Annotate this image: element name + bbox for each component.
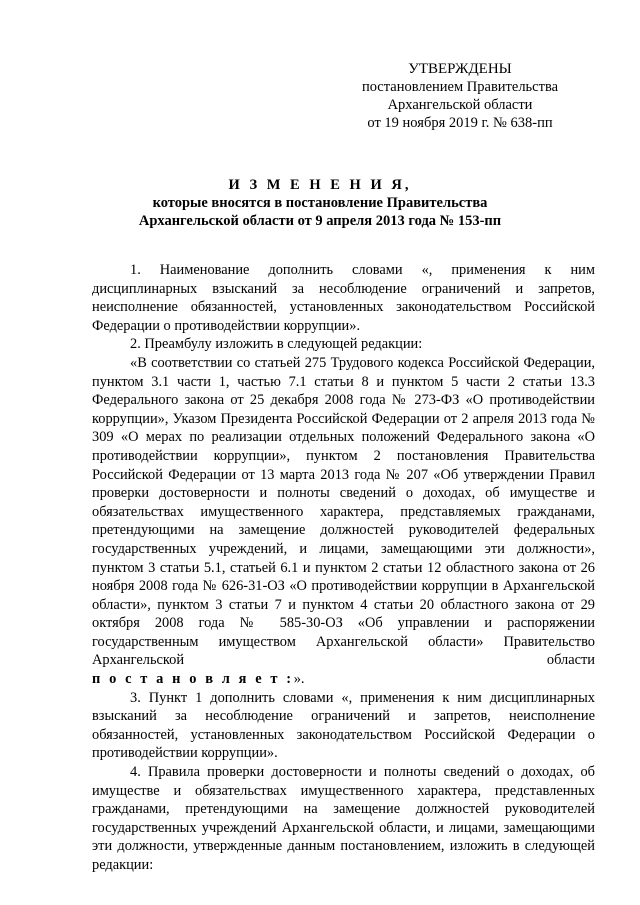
quote-close: ». [293,671,305,688]
paragraph-preamble-end [92,670,595,689]
paragraph-item-1: 1. Наименование дополнить словами «, применения к ним дисциплинарных взысканий за несоблюдение ограничений и запретов, неисполнение обязанностей, установленных законодательством Российской Федерации о противодействии коррупции». [92,262,595,334]
heading-line: которые вносятся в постановление Правительства [152,195,488,211]
approval-line: от 19 ноября 2019 г. № 638-пп [367,115,553,131]
approval-block [360,60,560,132]
approval-line: постановлением Правительства [361,79,559,95]
paragraph-item-2: 2. Преамбулу изложить в следующей редакции: [130,336,423,353]
paragraph-item-4: 4. Правила проверки достоверности и полноты сведений о доходах, об имуществе и обязательствах имущественного характера, представленных гражданами, претендующими на замещение должностей руководителей государственных учреждений Архангельской области, и лицами, замещающими эти должности, утвержденные данным постановлением, изложить в следующей редакции: [92,764,595,873]
approval-title: УТВЕРЖДЕНЫ [408,61,512,77]
heading-line: Архангельской области от 9 апреля 2013 года № 153-пп [138,213,502,229]
approval-line: Архангельской области [387,97,533,113]
paragraph-item-3: 3. Пункт 1 дополнить словами «, применения к ним дисциплинарных взысканий за несоблюдение ограничений и запретов, неисполнение обязанностей, установленных законодательством Российской Федерации о противодействии коррупции». [92,689,595,762]
heading-title: И З М Е Н Е Н И Я, [228,177,412,193]
resolves-word: п о с т а н о в л я е т : [92,671,294,688]
paragraph-preamble: «В соответствии со статьей 275 Трудового кодекса Российской Федерации, пунктом 3.1 части 1, частью 7.1 статьи 8 и пунктом 5 части 2 статьи 13.3 Федерального закона от 25 декабря 2008 года № 273-ФЗ «О противодействии коррупции», Указом Президента Российской Федерации от 2 апреля 2013 года № 309 «О мерах по реализации отдельных положений Федерального закона «О противодействии коррупции», пунктом 2 постановления Правительства Российской Федерации от 13 марта 2013 года № 207 «Об утверждении Правил проверки достоверности и полноты сведений о доходах, об имуществе и обязательствах имущественного характера, представляемых гражданами, претендующими на замещение должностей руководителей федеральных государственных учреждений, и лицами, замещающими эти должности», пунктом 3 статьи 5.1, статьей 6.1 и пунктом 2 статьи 12 областного закона от 26 ноября 2008 года № 626-31-ОЗ «О противодействии коррупции в Архангельской области», пунктом 3 статьи 7 и пунктом 4 статьи 20 областного закона от 29 октября 2008 года № 585-30-ОЗ «Об управлении и распоряжении государственным имуществом Архангельской области» Правительство Архангельской области [92,354,595,669]
document-heading [60,176,580,230]
document-body [92,261,595,875]
